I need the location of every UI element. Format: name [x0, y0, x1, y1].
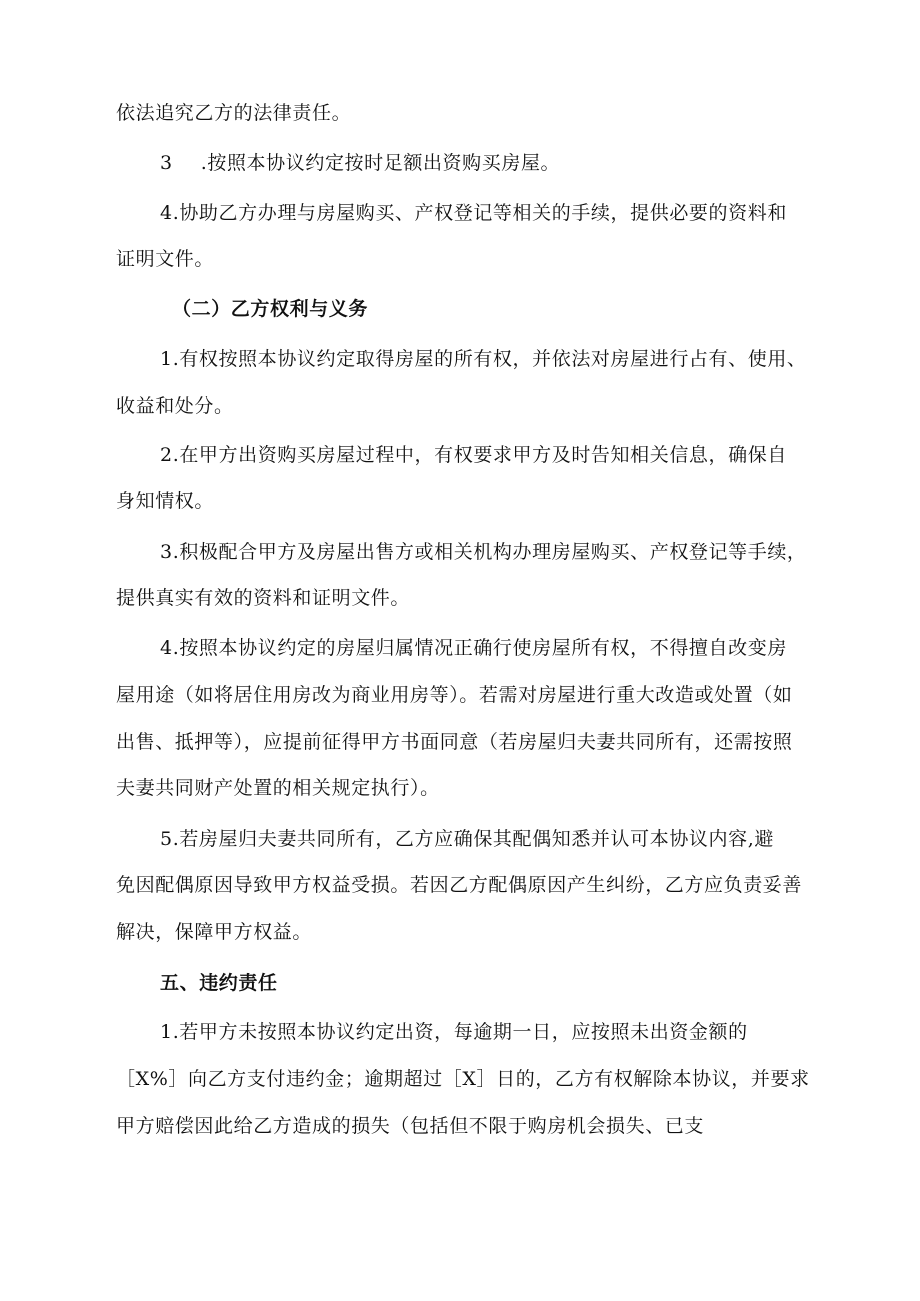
paragraph-line: 1.若甲方未按照本协议约定出资，每逾期一日，应按照未出资金额的: [160, 1021, 748, 1043]
paragraph-line: 甲方赔偿因此给乙方造成的损失（包括但不限于购房机会损失、已支: [116, 1115, 705, 1137]
section-heading: 五、违约责任: [160, 972, 278, 994]
paragraph-line: 2.在甲方出资购买房屋过程中，有权要求甲方及时告知相关信息，确保自: [160, 444, 787, 466]
item-number: 3: [160, 152, 173, 174]
paragraph-line: 免因配偶原因导致甲方权益受损。若因乙方配偶原因产生纠纷，乙方应负责妥善: [116, 874, 803, 896]
paragraph-line: 收益和处分。: [116, 395, 234, 417]
paragraph-line: ［X%］向乙方支付违约金；逾期超过［X］日的，乙方有权解除本协议，并要求: [116, 1068, 810, 1090]
item-text: .按照本协议约定按时足额出资购买房屋。: [200, 152, 561, 174]
paragraph-line: 3.积极配合甲方及房屋出售方或相关机构办理房屋购买、产权登记等手续，: [160, 541, 807, 563]
paragraph-line: 4.协助乙方办理与房屋购买、产权登记等相关的手续，提供必要的资料和: [160, 202, 787, 224]
paragraph-line: 出售、抵押等），应提前征得甲方书面同意（若房屋归夫妻共同所有，还需按照: [116, 731, 793, 753]
numbered-item-3-line: [160, 150, 560, 176]
paragraph-line: 解决，保障甲方权益。: [116, 921, 313, 943]
paragraph-line: 4.按照本协议约定的房屋归属情况正确行使房屋所有权，不得擅自改变房: [160, 637, 787, 659]
paragraph-line: 屋用途（如将居住用房改为商业用房等）。若需对房屋进行重大改造或处置（如: [116, 684, 793, 706]
paragraph-line: 1.有权按照本协议约定取得房屋的所有权，并依法对房屋进行占有、使用、: [160, 348, 807, 370]
paragraph-line: 依法追究乙方的法律责任。: [116, 102, 352, 124]
paragraph-line: 提供真实有效的资料和证明文件。: [116, 587, 411, 609]
paragraph-line: 夫妻共同财产处置的相关规定执行）。: [116, 777, 440, 799]
section-heading: （二）乙方权利与义务: [172, 298, 369, 320]
paragraph-line: 证明文件。: [116, 248, 215, 270]
paragraph-line: 5.若房屋归夫妻共同所有，乙方应确保其配偶知悉并认可本协议内容,避: [160, 828, 774, 850]
paragraph-line: 身知情权。: [116, 490, 215, 512]
